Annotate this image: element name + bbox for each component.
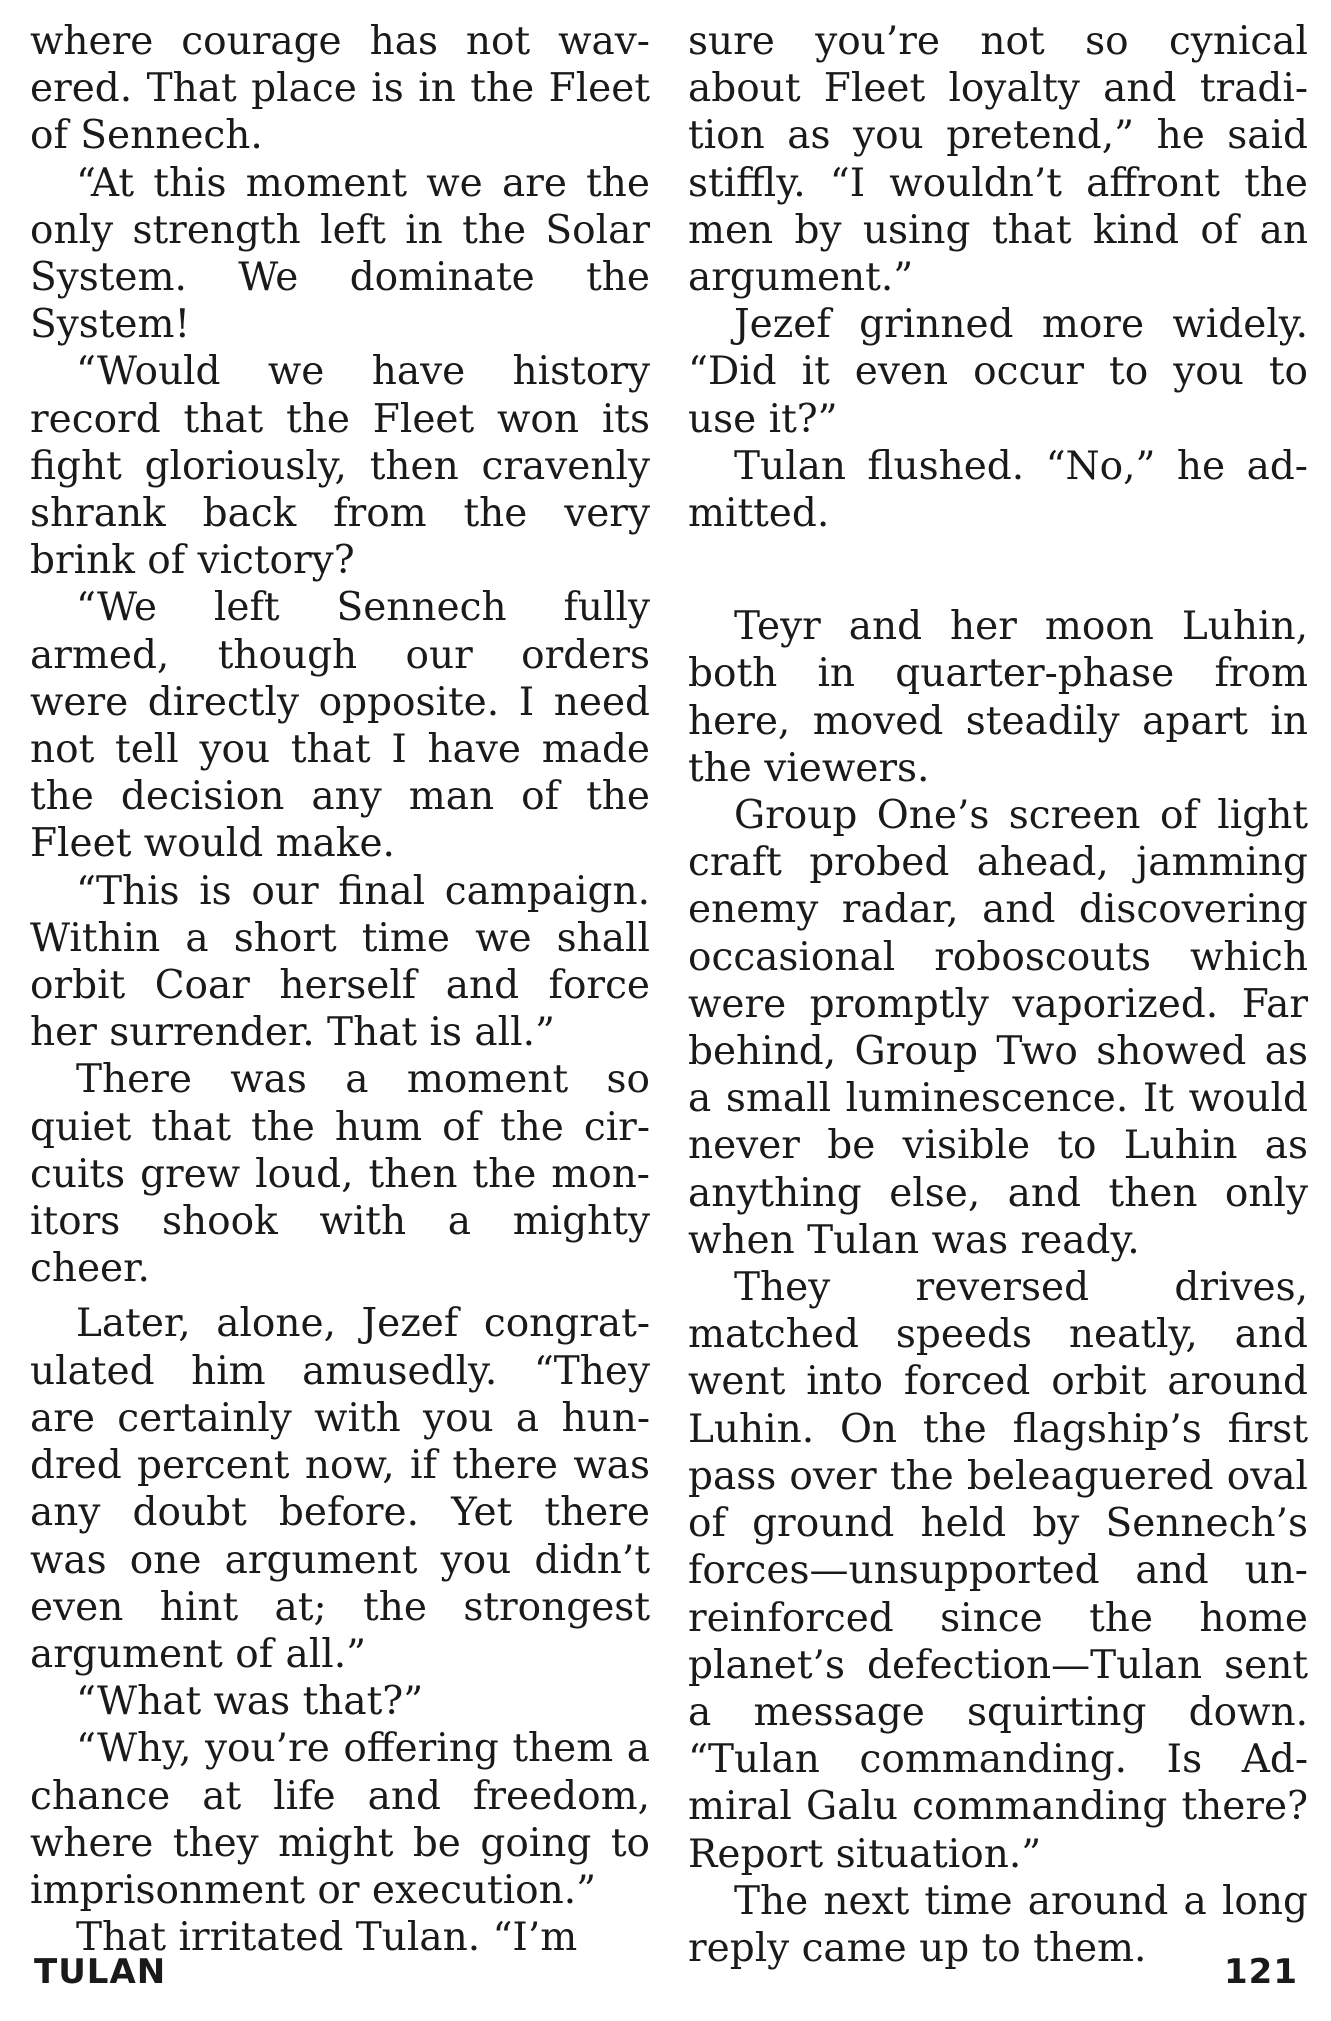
right-column [688,18,1308,1972]
paragraph: “At this moment we are the only strength left in the Solar System. We dominate the System! [30,160,650,348]
paragraph: Later, alone, Jezef congrat-ulated him amusedly. “They are certainly with you a hun-dred percent now, if there was any doubt before. Yet there was one argument you didn’t even hint at; the strongest argument of all.” [30,1301,650,1677]
paragraph: Group One’s screen of light craft probed ahead, jamming enemy radar, and discovering occasional roboscouts which were promptly vaporized. Far behind, Group Two showed as a small luminescence. It would never be visible to Luhin as anything else, and then only when Tulan was ready. [688,793,1308,1263]
paragraph: Tulan flushed. “No,” he ad-mitted. [688,443,1308,537]
paragraph: That irritated Tulan. “I’m [76,1915,578,1961]
paragraph: “We left Sennech fully armed, though our orders were directly opposite. I need not tell you that I have made the decision any man of the Fleet would make. [30,585,650,867]
left-column [30,18,650,1961]
paragraph: They reversed drives, matched speeds neatly, and went into forced orbit around Luhin. On the flagship’s first pass over the beleaguered oval of ground held by Sennech’s forces—unsupported and un-reinforced since the home planet’s defection—Tulan sent a message squirting down. “Tulan commanding. Is Ad-miral Galu commanding there? Report situation.” [688,1265,1308,1877]
paragraph: Teyr and her moon Luhin, both in quarter-phase from here, moved steadily apart in the viewers. [688,604,1308,791]
page-number: 121 [1224,1952,1298,1992]
paragraph: Jezef grinned more widely. “Did it even occur to you to use it?” [688,302,1308,442]
paragraph: “What was that?” [76,1679,424,1725]
paragraph: The next time around a long reply came up to them. [688,1878,1308,1971]
paragraph: “Why, you’re offering them a chance at life and freedom, where they might be going to imprisonment or execution.” [30,1726,650,1913]
paragraph: “Would we have history record that the Fleet won its fight gloriously, then cravenly shrank back from the very brink of victory? [30,349,650,584]
paragraph: There was a moment so quiet that the hum of the cir-cuits grew loud, then the mon-itors shook with a mighty cheer. [30,1057,650,1292]
paragraph: “This is our final campaign. Within a short time we shall orbit Coar herself and force her surrender. That is all.” [30,868,650,1056]
paragraph: where courage has not wav-ered. That place is in the Fleet of Sennech. [30,19,650,159]
paragraph: sure you’re not so cynical about Fleet loyalty and tradi-tion as you pretend,” he said stiffly. “I wouldn’t affront the men by using that kind of an argument.” [688,19,1308,301]
section-break [688,537,1308,603]
running-footer-title: TULAN [34,1952,167,1992]
